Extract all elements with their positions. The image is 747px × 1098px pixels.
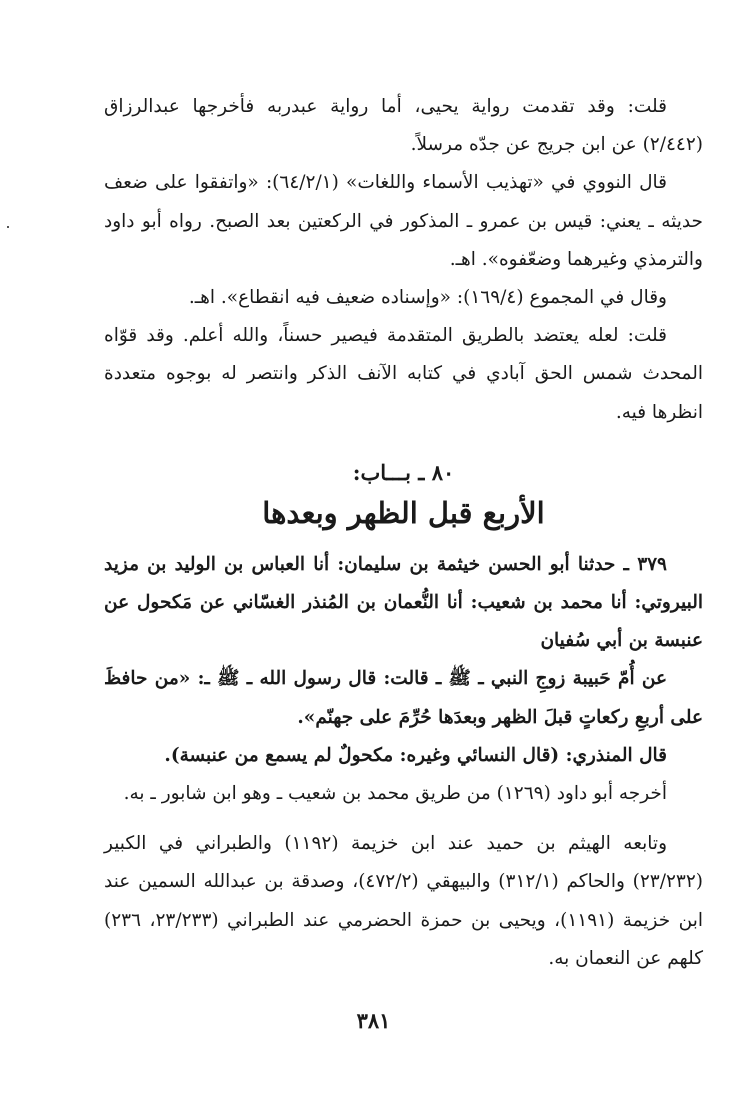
takhrij-mutabaat: وتابعه الهيثم بن حميد عند ابن خزيمة (١١٩٢) والطبراني في الكبير (٢٣/٢٣٢) والحاكم (٣١٢/١) والبيهقي (٤٧٢/٢)، وصدقة بن عبدالله السمين عند ابن خزيمة (١١٩١)، ويحيى بن حمزة الحضرمي عند الطبراني (٢٣/٢٣٣، ٢٣٦) كلهم عن النعمان به.: [104, 833, 704, 969]
main-text: [104, 88, 703, 978]
scan-speck: [7, 226, 9, 228]
page-number: ٣٨١: [356, 1008, 391, 1033]
paragraph-qultu-2: قلت: لعله يعتضد بالطريق المتقدمة فيصير حسناً، والله أعلم. وقد قوّاه المحدث شمس الحق آبادي في كتابه الآنف الذكر وانتصر له بوجوه متعددة انظرها فيه.: [104, 325, 703, 423]
hadith-mundhiri-note: قال المنذري: (قال النسائي وغيره: مكحولٌ لم يسمع من عنبسة).: [164, 744, 667, 766]
hadith-isnad: ٣٧٩ ـ حدثنا أبو الحسن خيثمة بن سليمان: أنا العباس بن الوليد بن مزيد البيروتي: أنا محمد بن شعيب: أنا النُّعمان بن المُنذر الغسّاني عن مَكحول عن عنبسة بن أبي سُفيان: [104, 553, 703, 652]
takhrij-abu-dawud: أخرجه أبو داود (١٢٦٩) من طريق محمد بن شعيب ـ وهو ابن شابور ـ به.: [123, 783, 667, 805]
paragraph-majmu: وقال في المجموع (١٦٩/٤): «وإسناده ضعيف فيه انقطاع». اهـ.: [188, 287, 667, 309]
hadith-matn: عن أُمّ حَبيبة زوجِ النبي ـ ﷺ ـ قالت: قال رسول الله ـ ﷺ ـ: «من حافظَ على أربعِ ركعاتٍ قبلَ الظهر وبعدَها حُرِّمَ على جهنّم».: [104, 668, 703, 728]
paragraph-qultu-1: قلت: وقد تقدمت رواية يحيى، أما رواية عبدربه فأخرجها عبدالرزاق (٢/٤٤٢) عن ابن جريج عن جدّه مرسلاً.: [104, 96, 703, 156]
paragraph-nawawi: قال النووي في «تهذيب الأسماء واللغات» (٦٤/٢/١): «واتفقوا على ضعف حديثه ـ يعني: قيس بن عمرو ـ المذكور في الركعتين بعد الصبح. رواه أبو داود والترمذي وغيرهما وضعّفوه». اهـ.: [104, 172, 703, 270]
chapter-title: الأربع قبل الظهر وبعدها: [262, 495, 545, 530]
chapter-number: ٨٠ ـ بـــاب:: [352, 459, 455, 485]
